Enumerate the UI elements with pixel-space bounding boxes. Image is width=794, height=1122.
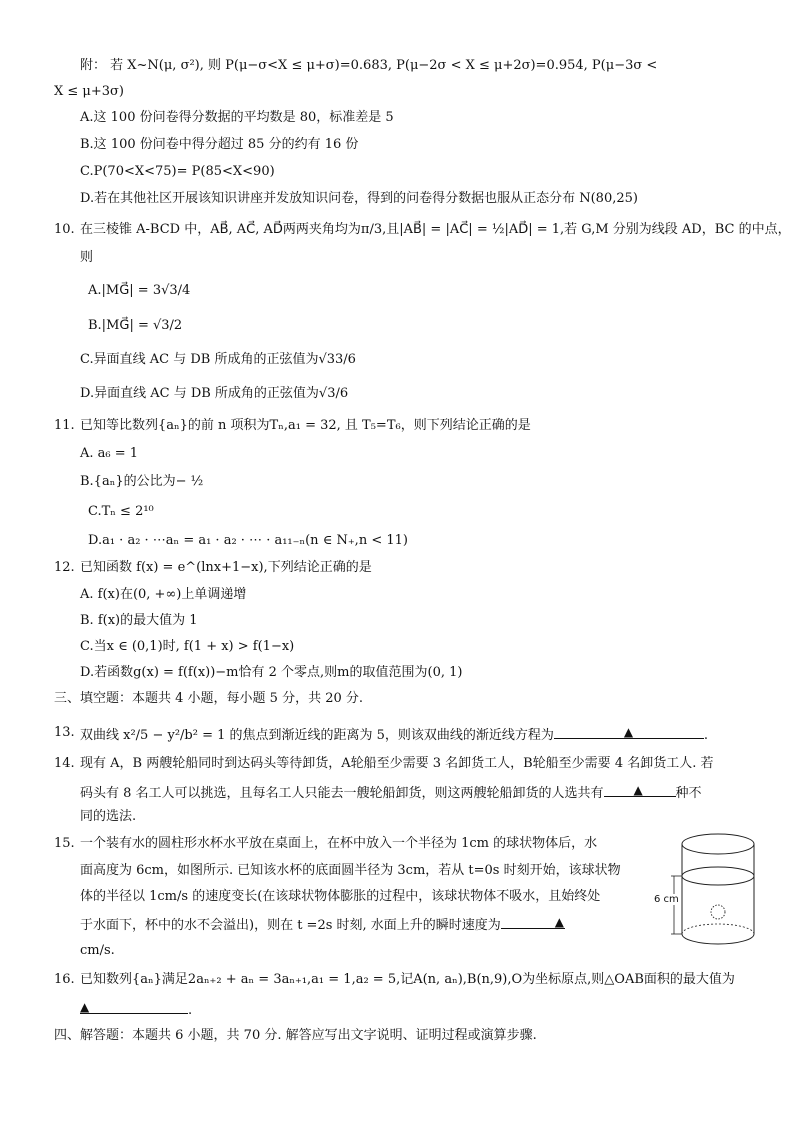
q12-option-c: C.当x ∈ (0,1)时, f(1 + x) > f(1−x) xyxy=(80,639,295,654)
q12-option-b: B. f(x)的最大值为 1 xyxy=(80,613,198,628)
q13-text-after: . xyxy=(703,728,709,743)
q10-option-b: B.|MG⃗| = √3/2 xyxy=(88,318,183,333)
q15-number: 15. xyxy=(54,836,75,851)
q12-option-a: A. f(x)在(0, +∞)上单调递增 xyxy=(80,587,247,602)
q14-line2-before: 码头有 8 名工人可以挑选，且每名工人只能去一艘轮船卸货，则这两艘轮船卸货的人选共有 xyxy=(80,786,604,801)
q15-line3: 体的半径以 1cm/s 的速度变长(在该球状物体膨胀的过程中，该球状物体不吸水，且始终处 xyxy=(80,889,601,904)
section-3-heading: 三、填空题：本题共 4 小题，每小题 5 分，共 20 分. xyxy=(54,691,364,706)
q16-marker-icon: ▲ xyxy=(80,1000,90,1014)
section-4-heading: 四、解答题：本题共 6 小题，共 70 分. 解答应写出文字说明、证明过程或演算步骤. xyxy=(54,1028,537,1043)
q10-stem: 在三棱锥 A-BCD 中，AB⃗, AC⃗, AD⃗两两夹角均为π/3,且|AB⃗| = |AC⃗| = ½|AD⃗| = 1,若 G,M 分别为线段 AD，BC 的中点， xyxy=(80,222,791,237)
q15-answer-blank[interactable] xyxy=(501,915,565,929)
q16-line2 xyxy=(80,1000,192,1019)
q12-stem: 已知函数 f(x) = e^(lnx+1−x),下列结论正确的是 xyxy=(80,560,372,575)
cylinder-diagram xyxy=(668,830,758,950)
q9-option-a: A.这 100 份问卷得分数据的平均数是 80，标准差是 5 xyxy=(80,110,394,125)
q15-marker-icon: ▲ xyxy=(554,915,565,929)
q11-option-c: C.Tₙ ≤ 2¹⁰ xyxy=(88,504,154,519)
q13-marker-icon: ▲ xyxy=(623,725,634,739)
q14-number: 14. xyxy=(54,756,75,771)
q9-option-b: B.这 100 份问卷中得分超过 85 分的约有 16 份 xyxy=(80,137,359,152)
q12-number: 12. xyxy=(54,560,75,575)
q14-line1: 现有 A，B 两艘轮船同时到达码头等待卸货，A轮船至少需要 3 名卸货工人，B轮船至少需要 4 名卸货工人. 若 xyxy=(80,756,714,771)
q12-option-d: D.若函数g(x) = f(f(x))−m恰有 2 个零点,则m的取值范围为(0, 1) xyxy=(80,665,463,680)
q11-option-b: B.{aₙ}的公比为− ½ xyxy=(80,474,204,489)
figure-height-label: 6 cm xyxy=(654,894,679,905)
q11-number: 11. xyxy=(54,418,75,433)
q10-option-a: A.|MG⃗| = 3√3/4 xyxy=(88,283,191,298)
q11-option-a: A. a₆ = 1 xyxy=(80,446,139,461)
q10-number: 10. xyxy=(54,222,75,237)
q9-option-c: C.P(70<X<75)= P(85<X<90) xyxy=(80,164,275,179)
q15-line4 xyxy=(80,915,565,934)
q9-option-d: D.若在其他社区开展该知识讲座并发放知识问卷，得到的问卷得分数据也服从正态分布 N(80,25) xyxy=(80,191,638,206)
q10-option-d: D.异面直线 AC 与 DB 所成角的正弦值为√3/6 xyxy=(80,386,349,401)
q14-line2 xyxy=(80,783,702,802)
q15-line4-before: 于水面下，杯中的水不会溢出)，则在 t =2s 时刻, 水面上升的瞬时速度为 xyxy=(80,918,501,933)
q15-line5: cm/s. xyxy=(80,943,115,958)
q13-number: 13. xyxy=(54,725,75,740)
q16-number: 16. xyxy=(54,972,75,987)
q11-stem: 已知等比数列{aₙ}的前 n 项积为Tₙ,a₁ = 32, 且 T₅=T₆，则下列结论正确的是 xyxy=(80,418,531,433)
q10-option-c: C.异面直线 AC 与 DB 所成角的正弦值为√33/6 xyxy=(80,352,356,367)
q13-answer-blank[interactable] xyxy=(554,725,704,739)
q15-line2: 面高度为 6cm，如图所示. 已知该水杯的底面圆半径为 3cm，若从 t=0s 时刻开始，该球状物 xyxy=(80,863,621,878)
q14-answer-blank[interactable] xyxy=(604,783,676,797)
q9-note-line1: 附： 若 X~N(μ, σ²), 则 P(μ−σ<X ≤ μ+σ)=0.683, P(μ−2σ < X ≤ μ+2σ)=0.954, P(μ−3σ < xyxy=(80,58,658,73)
q14-marker-icon: ▲ xyxy=(633,783,643,797)
q16-line1: 已知数列{aₙ}满足2aₙ₊₂ + aₙ = 3aₙ₊₁,a₁ = 1,a₂ = 5,记A(n, aₙ),B(n,9),O为坐标原点,则△OAB面积的最大值为 xyxy=(80,972,735,987)
q9-note-line2: X ≤ μ+3σ) xyxy=(54,84,124,99)
q16-line2-after: . xyxy=(188,1003,193,1018)
q16-answer-blank[interactable] xyxy=(80,1000,188,1014)
q13-text-before: 双曲线 x²/5 − y²/b² = 1 的焦点到渐近线的距离为 5，则该双曲线的渐近线方程为 xyxy=(80,728,554,743)
q11-option-d: D.a₁ · a₂ · ⋯aₙ = a₁ · a₂ · ⋯ · a₁₁₋ₙ(n ∈ N₊,n < 11) xyxy=(88,533,408,548)
q14-line2-after: 种不 xyxy=(675,786,702,801)
q13-text xyxy=(80,725,708,744)
q10-stem-cont: 则 xyxy=(80,250,94,265)
cylinder-figure xyxy=(654,830,758,950)
q14-line3: 同的选法. xyxy=(80,809,137,824)
q15-line1: 一个装有水的圆柱形水杯水平放在桌面上，在杯中放入一个半径为 1cm 的球状物体后，水 xyxy=(80,836,598,851)
